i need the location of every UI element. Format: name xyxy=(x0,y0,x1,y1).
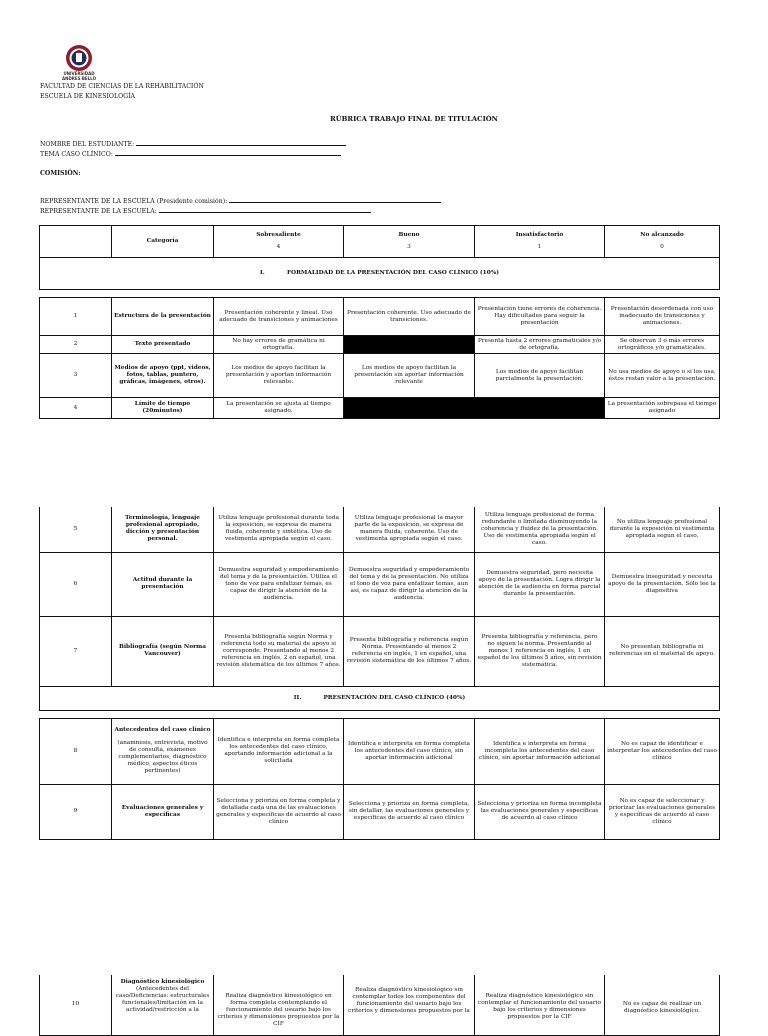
table-row xyxy=(40,298,720,336)
logo-line2: ANDRES BELLO xyxy=(62,75,96,81)
row-cell-c3: Presenta hasta 2 errores gramaticales y/o de ortografía. xyxy=(475,336,605,354)
row-category: Medios de apoyo (ppt, videos, fotos, tablas, puntero, gráficas, imágenes, otros). xyxy=(112,354,214,398)
rubric-table-part3 xyxy=(39,975,720,1036)
row-category: Texto presentado xyxy=(112,336,214,354)
row-cell-c1: Utiliza lenguaje profesional durante toda la exposición, se expresa de manera fluida, coherente y sintética. Uso de vestimenta apropiada según el caso. xyxy=(214,507,344,552)
table-row xyxy=(40,354,720,398)
row-cell-c1: No hay errores de gramática ni ortografía. xyxy=(214,336,344,354)
table-row xyxy=(40,398,720,419)
table-row xyxy=(40,616,720,686)
row-cell-c1: Presentación coherente y lineal. Uso adecuado de transiciones y animaciones xyxy=(214,298,344,336)
row-category-detail: (Antecedentes del caso/Deficiencias: estructurales funcionales/limitación en la actividad/restricción a la xyxy=(115,986,210,1013)
row-cell-c1: Presenta bibliografía según Norma y referencia todo su material de apoyo si corresponde. Presentando al menos 2 referencia en inglés, 2 en español, una revisión sistemática de los últimos 7 años. xyxy=(214,616,344,686)
row-cell-c2: Presenta bibliografía y referencia según Norma. Presentando al menos 2 referencia en inglés, 1 en español, una revisión sistemática de los últimos 7 años. xyxy=(344,616,475,686)
spacer-cell xyxy=(40,290,720,298)
col3-score: 1 xyxy=(537,244,542,250)
row-cell-c2: Demuestra seguridad y empoderamiento del tema y de la presentación. No utiliza el tono de voz para enfatizar temas, aun así, es capaz de dirigir la atención de la audiencia. xyxy=(344,552,475,616)
row-cell-c3: Identifica e interpreta en forma incompleta los antecedentes del caso clínico, sin aportar información adicional xyxy=(475,718,605,784)
row-cell-c4: No es capaz de identificar e interpretar los antecedentes del caso clínico xyxy=(605,718,720,784)
row-cell-c4: No usa medios de apoyo o si los usa, éstos restan valor a la presentación. xyxy=(605,354,720,398)
spacer-row xyxy=(40,290,720,298)
row-num: 3 xyxy=(40,354,112,398)
row-category: Evaluaciones generales y específicas xyxy=(112,784,214,839)
row-category: Diagnóstico kinesiológico xyxy=(120,979,205,985)
rep-field[interactable] xyxy=(40,206,371,216)
row-cell-c2-blocked xyxy=(344,336,475,354)
col4-score: 0 xyxy=(660,244,664,250)
section-row xyxy=(40,686,720,710)
col1-score: 4 xyxy=(276,244,281,250)
header-col4 xyxy=(605,226,720,258)
row-category: Actitud durante la presentación xyxy=(112,552,214,616)
case-topic-label: TEMA CASO CLÍNICO: xyxy=(40,151,113,158)
rep-president-label: REPRESENTANTE DE LA ESCUELA (Presidente comisión): xyxy=(40,198,228,205)
row-cell-c1: Demuestra seguridad y empoderamiento del tema y de la presentación. Utiliza el tono de voz para enfatizar temas, es capaz de dirigir la atención de la audiencia. xyxy=(214,552,344,616)
row-num: 1 xyxy=(40,298,112,336)
rubric-table-part1 xyxy=(39,225,720,419)
row-cell-c1: Realiza diagnóstico kinesiológico en forma completa contemplando el funcionamiento del usuario bajo los criterios y dimensiones propuestos por la CIF xyxy=(214,975,344,1035)
section2-text: PRESENTACIÓN DEL CASO CLÍNICO (40%) xyxy=(323,694,466,701)
row-category: Antecedentes del caso clínico xyxy=(114,727,211,733)
header-category: Categoría xyxy=(112,226,214,258)
document-title: RÚBRICA TRABAJO FINAL DE TITULACIÓN xyxy=(330,115,498,123)
row-num: 10 xyxy=(40,975,112,1035)
logo-line1: UNIVERSIDAD xyxy=(63,71,95,76)
school-name: ESCUELA DE KINESIOLOGÍA xyxy=(40,93,135,100)
section-row xyxy=(40,258,720,290)
row-cell-c1: Los medios de apoyo facilitan la presentación y aportan información relevante. xyxy=(214,354,344,398)
section2-roman: II. xyxy=(293,694,302,701)
student-name-label: NOMBRE DEL ESTUDIANTE: xyxy=(40,141,135,148)
row-cell-c4: Presentación desordenada con uso inadecuado de transiciones y animaciones. xyxy=(605,298,720,336)
commission-label: COMISIÓN: xyxy=(40,170,81,177)
row-cell-c1: Selecciona y prioriza en forma completa y detallada cada una de las evaluaciones generales y específicas de acuerdo al caso clínico xyxy=(214,784,344,839)
row-category-detail: (anamnesis, entrevista, motivo de consulta, exámenes complementarios, diagnóstico médico, aspectos éticos pertinentes) xyxy=(117,740,208,774)
col4-label: No alcanzado xyxy=(640,232,684,238)
col1-label: Sobresaliente xyxy=(256,232,301,238)
shield-icon xyxy=(64,44,94,72)
table-row xyxy=(40,336,720,354)
table-row xyxy=(40,507,720,552)
university-logo xyxy=(62,44,96,81)
row-category-cell xyxy=(112,718,214,784)
row-cell-c4: No es capaz de seleccionar y priorizar las evaluaciones generales y específicas de acuerdo al caso clínico xyxy=(605,784,720,839)
rep-president-field[interactable] xyxy=(40,196,441,206)
table-row xyxy=(40,552,720,616)
header-col2 xyxy=(344,226,475,258)
row-cell-c2: Utiliza lenguaje profesional la mayor parte de la exposición, se expresa de manera fluida, coherente. Uso de vestimenta apropiada según el caso. xyxy=(344,507,475,552)
spacer-row xyxy=(40,710,720,718)
row-cell-c2-c3-blocked xyxy=(344,398,605,419)
col3-label: Insatisfactorio xyxy=(515,232,564,238)
row-cell-c2: Selecciona y prioriza en forma completa, sin detallar, las evaluaciones generales y específicas de acuerdo al caso clínico xyxy=(344,784,475,839)
col2-label: Bueno xyxy=(398,232,420,238)
row-cell-c3: Demuestra seguridad, pero necesita apoyo de la presentación. Logra dirigir la atención de la audiencia en forma parcial durante la presentación. xyxy=(475,552,605,616)
table-row xyxy=(40,718,720,784)
row-category: Límite de tiempo (20minutos) xyxy=(112,398,214,419)
row-cell-c2: Realiza diagnóstico kinesiológico sin contemplar todos los componentes del funcionamiento del usuario bajo los criterios y dimensiones propuestos por la xyxy=(344,975,475,1035)
table-header-row xyxy=(40,226,720,258)
section1-text: FORMALIDAD DE LA PRESENTACIÓN DEL CASO CLÍNICO (10%) xyxy=(286,270,499,276)
section2-title xyxy=(40,686,720,710)
header-num-cell xyxy=(40,226,112,258)
row-cell-c2: Identifica e interpreta en forma completa los antecedentes del caso clínico, sin aportar información adicional xyxy=(344,718,475,784)
row-num: 7 xyxy=(40,616,112,686)
row-cell-c3: Presentación tiene errores de coherencia. Hay dificultades para seguir la presentación xyxy=(475,298,605,336)
header-col3 xyxy=(475,226,605,258)
row-cell-c4: Se observan 3 o más errores ortográficos y/o gramaticales. xyxy=(605,336,720,354)
rubric-table-part2 xyxy=(39,507,720,840)
section1-roman: I. xyxy=(260,270,265,276)
table-row xyxy=(40,975,720,1035)
case-topic-field[interactable] xyxy=(40,149,341,159)
row-category: Terminología, lenguaje profesional apropiado, dicción y presentación personal. xyxy=(112,507,214,552)
row-cell-c4: No utiliza lenguaje profesional durante la exposición ni vestimenta apropiada según el caso. xyxy=(605,507,720,552)
section1-title xyxy=(40,258,720,290)
row-cell-c3: Utiliza lenguaje profesional de forma redundante o limitada disminuyendo la coherencia y fluidez de la presentación. Uso de vestimenta apropiada según el caso. xyxy=(475,507,605,552)
row-category-cell xyxy=(112,975,214,1035)
row-cell-c1: La presentación se ajusta al tiempo asignado. xyxy=(214,398,344,419)
row-category: Bibliografía (según Norma Vancouver) xyxy=(112,616,214,686)
row-cell-c2: Los medios de apoyo facilitan la presentación sin aportar información relevante xyxy=(344,354,475,398)
row-cell-c3: Los medios de apoyo facilitan parcialmente la presentación. xyxy=(475,354,605,398)
row-num: 9 xyxy=(40,784,112,839)
row-category: Estructura de la presentación xyxy=(112,298,214,336)
row-num: 8 xyxy=(40,718,112,784)
rep-president-line[interactable] xyxy=(229,196,441,203)
row-num: 2 xyxy=(40,336,112,354)
row-cell-c3: Presenta bibliografía y referencia, pero no siguen la norma. Presentando al menos 1 referencia en inglés, 1 en español de los últimos 5 años, sin revisión sistemática. xyxy=(475,616,605,686)
header-col1 xyxy=(214,226,344,258)
rep-line[interactable] xyxy=(159,206,371,213)
row-num: 5 xyxy=(40,507,112,552)
row-cell-c1: Identifica e interpreta en forma completa los antecedentes del caso clínico, aportando información adicional a la solicitada xyxy=(214,718,344,784)
row-cell-c4: No es capaz de realizar un diagnóstico kinesiológico. xyxy=(605,975,720,1035)
row-num: 4 xyxy=(40,398,112,419)
row-num: 6 xyxy=(40,552,112,616)
faculty-name: FACULTAD DE CIENCIAS DE LA REHABILITACIÓN xyxy=(40,83,204,90)
row-cell-c4: No presentan bibliografía ni referencias en el material de apoyo. xyxy=(605,616,720,686)
case-topic-line[interactable] xyxy=(115,149,341,156)
student-name-line[interactable] xyxy=(136,139,346,146)
row-cell-c3: Realiza diagnóstico kinesiológico sin contemplar el funcionamiento del usuario bajo los criterios y dimensiones propuestos por la CIF xyxy=(475,975,605,1035)
row-cell-c4: Demuestra inseguridad y necesita apoyo de la presentación. Sólo lee la diapositiva xyxy=(605,552,720,616)
row-cell-c3: Selecciona y prioriza en forma incompleta las evaluaciones generales y específicas de acuerdo al caso clínico xyxy=(475,784,605,839)
row-cell-c4: La presentación sobrepasa el tiempo asignado xyxy=(605,398,720,419)
row-cell-c2: Presentación coherente. Uso adecuado de transiciones. xyxy=(344,298,475,336)
spacer-cell xyxy=(40,710,720,718)
col2-score: 3 xyxy=(407,244,411,250)
student-name-field[interactable] xyxy=(40,139,346,149)
table-row xyxy=(40,784,720,839)
rep-label: REPRESENTANTE DE LA ESCUELA: xyxy=(40,208,157,215)
